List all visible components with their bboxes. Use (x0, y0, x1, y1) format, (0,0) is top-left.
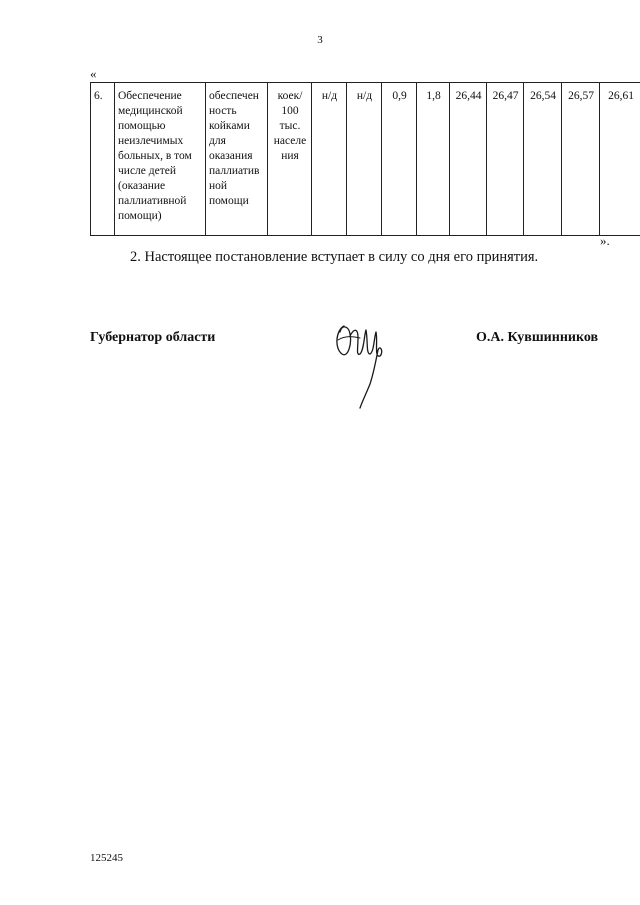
value-cell: 26,61 (600, 83, 640, 236)
value-cell: 1,8 (417, 83, 450, 236)
indicator-cell: обеспеченность койками для оказания паллиативной помощи (206, 83, 268, 236)
value-cell: 26,57 (562, 83, 600, 236)
document-code: 125245 (90, 852, 123, 864)
value-cell: 26,44 (450, 83, 487, 236)
indicator-table (90, 82, 640, 236)
value-cell: н/д (347, 83, 382, 236)
value-cell: 26,47 (487, 83, 524, 236)
value-cell: 0,9 (382, 83, 417, 236)
measure-name-cell: Обеспечение медицинской помощью неизлечимых больных, в том числе детей (оказание паллиативной помощи) (115, 83, 206, 236)
closing-quote: ». (600, 233, 610, 248)
value-cell: 26,54 (524, 83, 562, 236)
clause-2: 2. Настоящее постановление вступает в силу со дня его принятия. (130, 249, 539, 265)
signatory-title: Губернатор области (90, 330, 216, 345)
signatory-name: О.А. Кувшинников (476, 330, 599, 345)
table-row (91, 83, 640, 236)
unit-cell: коек/ 100 тыс. населения (268, 83, 312, 236)
value-cell: н/д (312, 83, 347, 236)
handwritten-signature (330, 314, 390, 410)
row-number-cell: 6. (91, 83, 115, 236)
opening-quote: « (90, 66, 97, 81)
page-number: 3 (317, 34, 323, 46)
